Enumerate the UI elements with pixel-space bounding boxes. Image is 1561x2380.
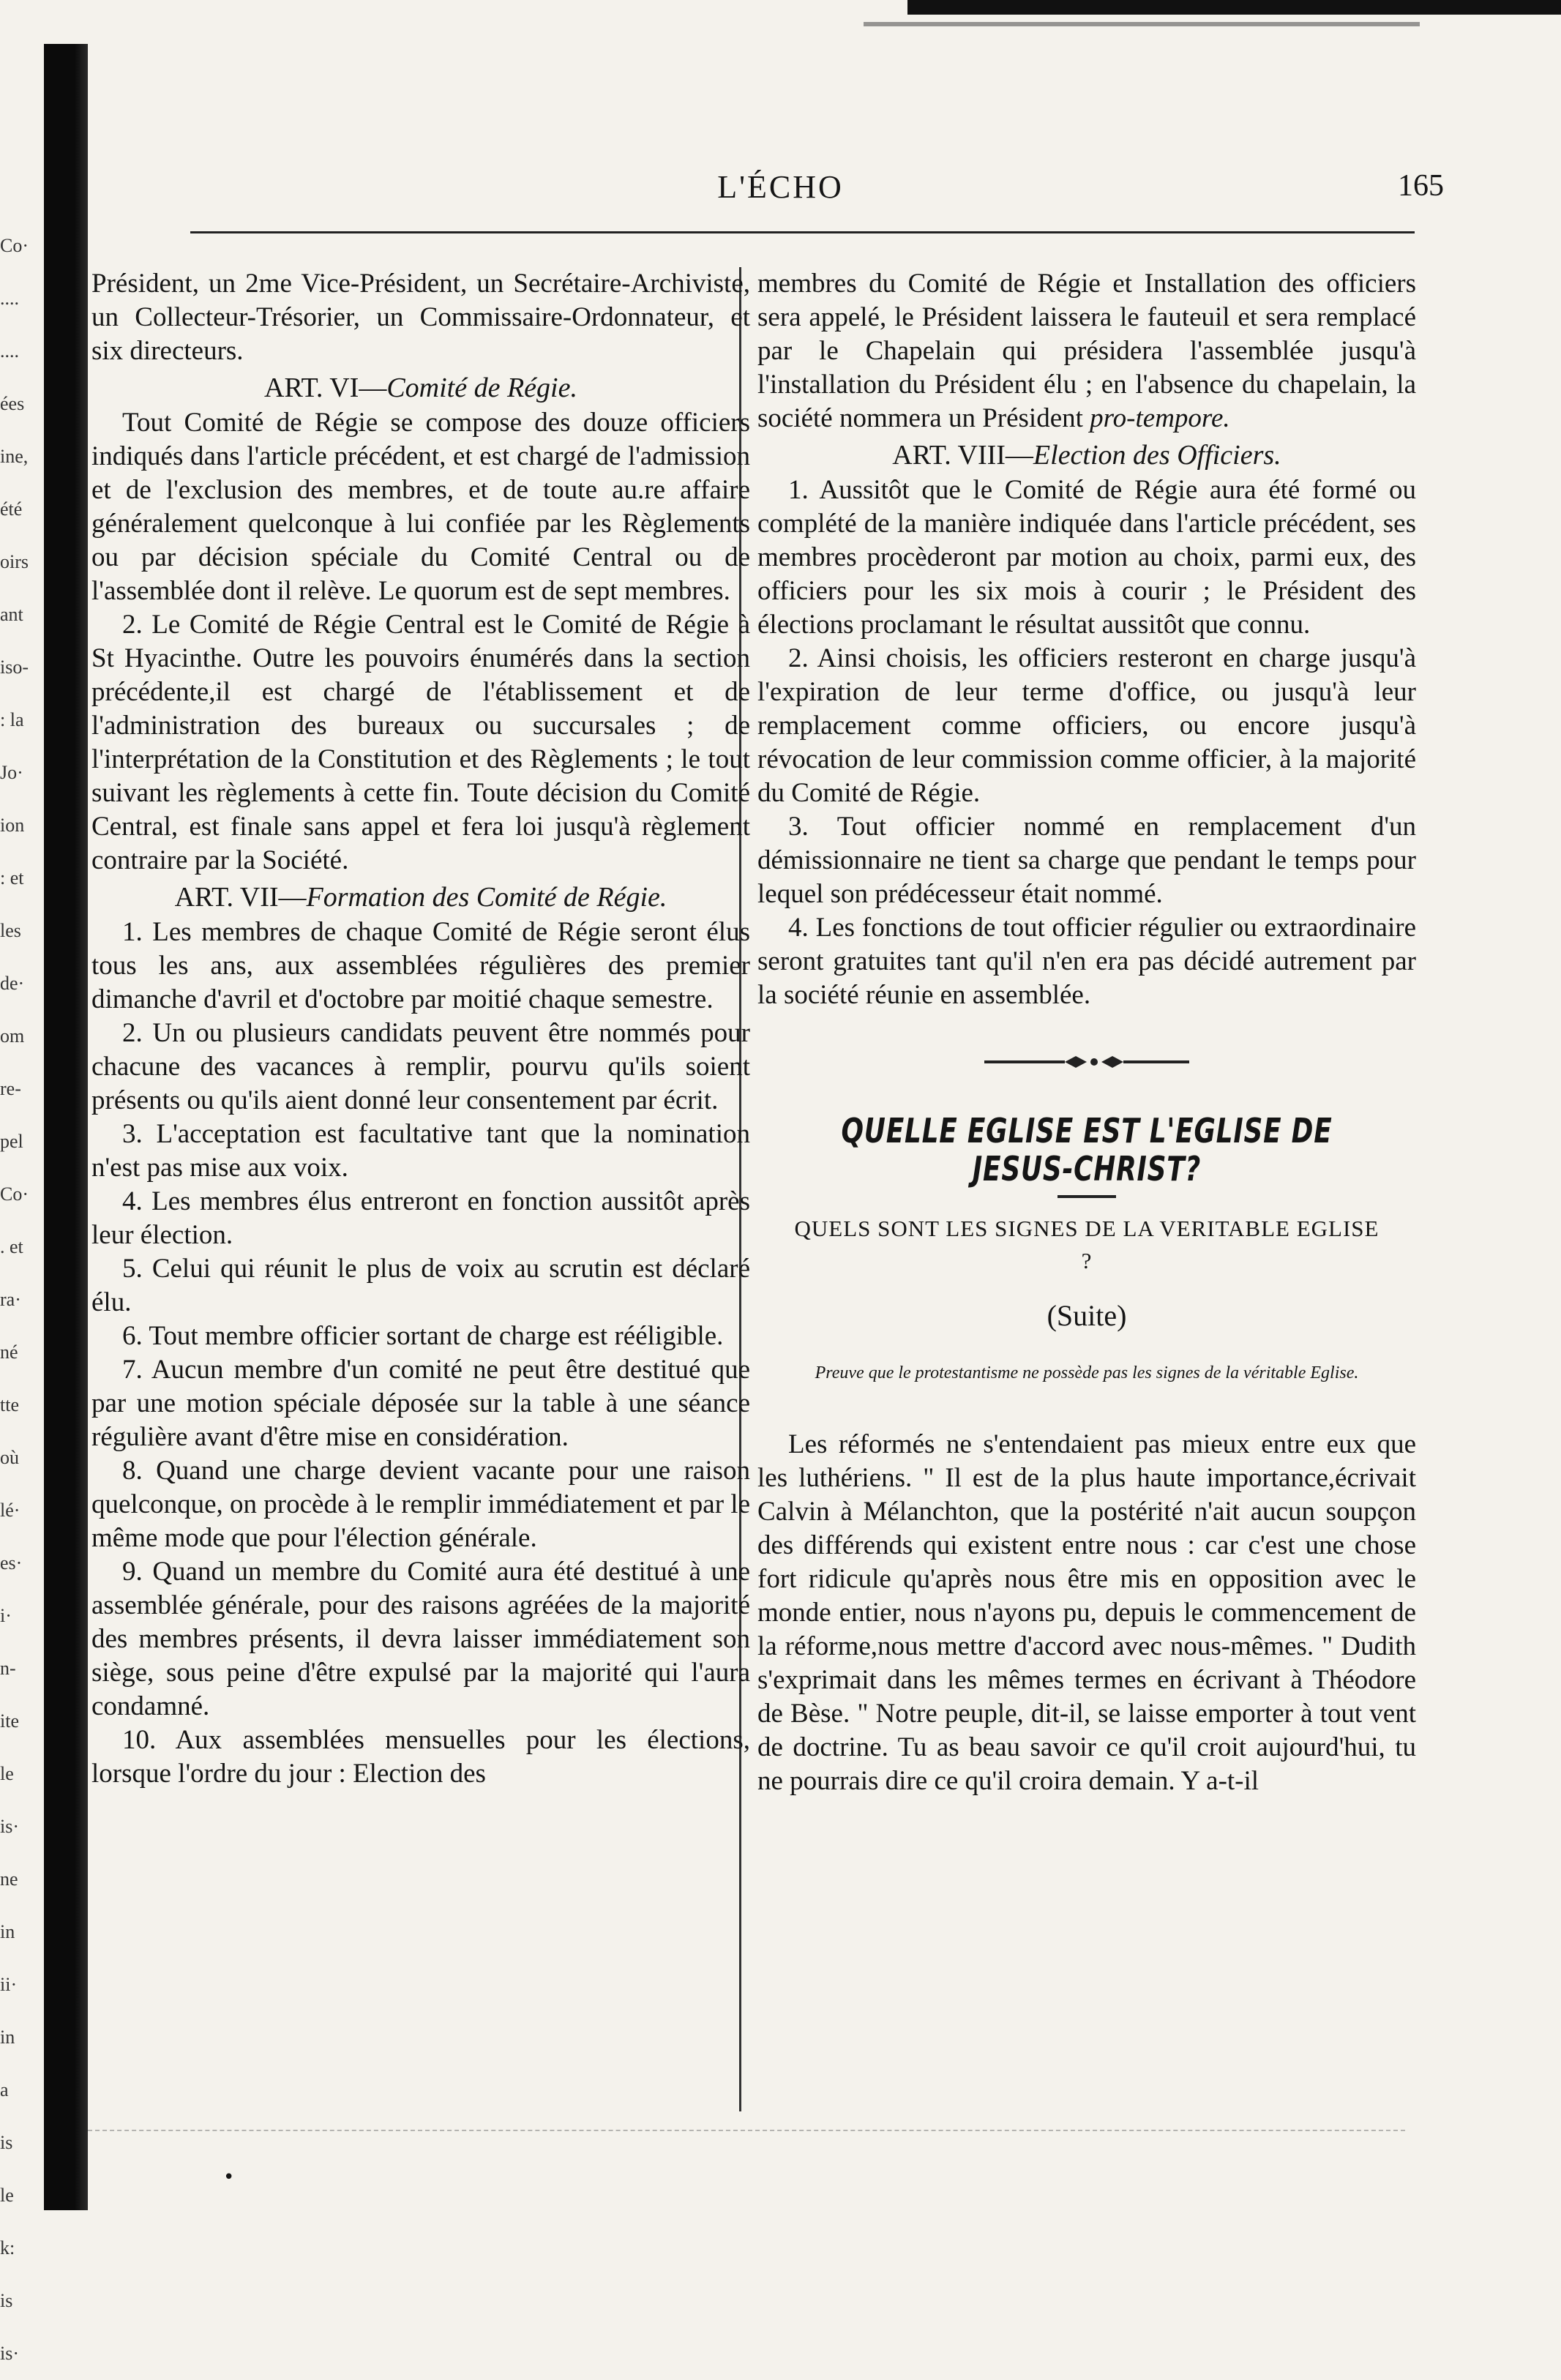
bottom-dot: •: [223, 2166, 235, 2188]
numbered-item: 2. Ainsi choisis, les officiers resteront en charge jusqu'à l'expiration de leur terme d'office, ou jusqu'à leur remplacement comme officiers, ou encore jusqu'à révocation de leur commission comme officier, à la majorité du Comité de Régie.: [757, 643, 1416, 808]
margin-fragment: om: [0, 1025, 25, 1047]
numbered-item: 4. Les fonctions de tout officier régulier ou extraordinaire seront gratuites tant qu'il n'en era pas décidé autrement par la société réunie en assemblée.: [757, 913, 1416, 1010]
margin-fragment: né: [0, 1341, 18, 1363]
numbered-item: 8. Quand une charge devient vacante pour une raison quelconque, on procède à le remplir immédiatement et par le même mode que pour l'élection générale.: [91, 1456, 750, 1553]
numbered-item: 5. Celui qui réunit le plus de voix au scrutin est déclaré élu.: [91, 1254, 750, 1317]
numbered-item: 1. Aussitôt que le Comité de Régie aura été formé ou complété de la manière indiquée dans l'article précédent, ses membres procèderont par motion au choix, parmi eux, des officiers pour les six mois à courir ; le Président des élections proclamant le résultat aussitôt que connu.: [757, 475, 1416, 640]
margin-fragment: is: [0, 2132, 13, 2153]
scan-binding-shadow: [44, 44, 88, 2210]
margin-fragment: . et: [0, 1236, 23, 1257]
margin-fragment: is·: [0, 2343, 19, 2364]
paragraph: Les réformés ne s'entendaient pas mieux entre eux que les luthériens. " Il est de la plus haute importance,écrivait Calvin à Mélanchton, que la postérité n'ait aucun soupçon des différends qui existent entre nous : car c'est une chose fort ridicule qu'après nous être mis en opposition avec le monde entier, nous n'ayons pu, depuis le commencement de la réforme,nous mettre d'accord avec nous-mêmes. " Dudith s'exprimait dans les mêmes termes en écrivant à Théodore de Bèse. " Notre peuple, dit-il, se laisse emporter à tout vent de doctrine. Tu as beau savoir ce qu'il croit aujourd'hui, tu ne pourrais dire ce qu'il croira demain. Y a-t-il: [757, 1429, 1416, 1796]
margin-fragment: iso-: [0, 656, 29, 678]
paragraph: Président, un 2me Vice-Président, un Secrétaire-Archiviste, un Collecteur-Trésorier, un Commissaire-Ordonnateur, et six directeurs.: [91, 269, 750, 366]
right-column: [757, 267, 1416, 1798]
margin-fragment: Co·: [0, 1183, 29, 1205]
header-rule: [190, 231, 1415, 233]
margin-fragment: ne: [0, 1868, 18, 1890]
section-title: QUELLE EGLISE EST L'EGLISE DE JESUS-CHRIST?: [841, 1111, 1333, 1189]
section-note: Preuve que le protestantisme ne possède pas les signes de la véritable Eglise.: [815, 1363, 1359, 1382]
paragraph: 2. Le Comité de Régie Central est le Comité de Régie à St Hyacinthe. Outre les pouvoirs énumérés dans la section précédente,il est chargé de l'établissement et de l'administration des bureaux ou succursales ; de l'interprétation de la Constitution et des Règlements ; le tout suivant les règlements à cette fin. Toute décision du Comité Central, est finale sans appel et fera loi jusqu'à règlement contraire par la Société.: [91, 610, 750, 875]
article-heading: ART. VII—Formation des Comité de Régie.: [174, 882, 667, 913]
paragraph: membres du Comité de Régie et Installation des officiers sera appelé, le Président laissera le fauteuil et sera remplacé par le Chapelain qui présidera l'assemblée jusqu'à l'installation du Président élu ; en l'absence du chapelain, la société nommera un Président pro-tempore.: [757, 269, 1416, 433]
article-heading: ART. VI—Comité de Régie.: [264, 373, 577, 403]
margin-fragment: a: [0, 2079, 9, 2100]
margin-fragment: in: [0, 2027, 15, 2048]
margin-fragment: es·: [0, 1552, 23, 1573]
left-column: [91, 267, 750, 1791]
margin-fragment: k:: [0, 2237, 15, 2259]
numbered-item: 3. L'acceptation est facultative tant que la nomination n'est pas mise aux voix.: [91, 1119, 750, 1183]
title-rule: [1057, 1195, 1116, 1198]
margin-fragment: oirs: [0, 551, 29, 572]
margin-fragment: ....: [0, 340, 19, 362]
margin-fragment: n-: [0, 1658, 16, 1679]
margin-fragment: ant: [0, 604, 23, 625]
margin-fragment: in: [0, 1921, 15, 1942]
margin-fragment: i·: [0, 1605, 12, 1626]
numbered-item: 7. Aucun membre d'un comité ne peut être destitué que par une motion spéciale déposée sur la table à une séance régulière avant d'être mise en considération.: [91, 1355, 750, 1452]
margin-fragment: ii·: [0, 1974, 18, 1995]
previous-page-fragments: [0, 220, 44, 2364]
numbered-item: 2. Un ou plusieurs candidats peuvent être nommés pour chacune des vacances à remplir, pourvu qu'ils soient présents ou qu'ils aient donné leur consentement par écrit.: [91, 1018, 750, 1115]
margin-fragment: lé·: [0, 1500, 20, 1521]
numbered-item: 4. Les membres élus entreront en fonction aussitôt après leur élection.: [91, 1186, 750, 1250]
margin-fragment: ite: [0, 1710, 19, 1732]
numbered-item: 1. Les membres de chaque Comité de Régie seront élus tous les ans, aux assemblées régulières des premier dimanche d'avril et d'octobre par moitié chaque semestre.: [91, 917, 750, 1014]
scan-top-shadow: [864, 22, 1420, 26]
scan-top-edge: [907, 0, 1561, 15]
margin-fragment: re-: [0, 1078, 21, 1099]
margin-fragment: où: [0, 1447, 19, 1468]
margin-fragment: été: [0, 498, 23, 520]
margin-fragment: pel: [0, 1131, 23, 1152]
numbered-item: 3. Tout officier nommé en remplacement d'un démissionnaire ne tient sa charge que pendant le temps pour lequel son prédécesseur était nommé.: [757, 812, 1416, 909]
ornament-divider: [977, 1053, 1197, 1071]
suite-label: (Suite): [1047, 1299, 1127, 1332]
margin-fragment: ine,: [0, 446, 29, 467]
margin-fragment: tte: [0, 1394, 19, 1415]
page-number: 165: [1398, 169, 1444, 203]
numbered-item: 6. Tout membre officier sortant de charge est rééligible.: [122, 1321, 724, 1351]
numbered-item: 9. Quand un membre du Comité aura été destitué à une assemblée générale, pour des raisons agréées de la majorité des membres présents, il devra laisser immédiatement son siège, sous peine d'être expulsé par la majorité qui l'aura condamné.: [91, 1557, 750, 1721]
margin-fragment: le: [0, 2185, 14, 2206]
article-heading: ART. VIII—Election des Officiers.: [892, 440, 1281, 471]
margin-fragment: : la: [0, 709, 24, 730]
margin-fragment: ....: [0, 288, 19, 309]
margin-fragment: ées: [0, 393, 25, 414]
bottom-scan-marks: [88, 2122, 1405, 2131]
margin-fragment: is·: [0, 1816, 19, 1837]
numbered-item: 10. Aux assemblées mensuelles pour les élections, lorsque l'ordre du jour : Election des: [91, 1725, 750, 1789]
paragraph: Tout Comité de Régie se compose des douze officiers indiqués dans l'article précédent, et est chargé de l'admission et de l'exclusion des membres, et de toute au.re affaire généralement quelconque à lui confiée par les Règlements ou par décision spéciale du Comité Central ou de l'assemblée dont il relève. Le quorum est de sept membres.: [91, 408, 750, 606]
section-subtitle: QUELS SONT LES SIGNES DE LA VERITABLE EGLISE ?: [794, 1216, 1380, 1273]
margin-fragment: de·: [0, 973, 25, 994]
margin-fragment: is: [0, 2290, 13, 2311]
margin-fragment: Jo·: [0, 762, 23, 783]
margin-fragment: ra·: [0, 1289, 21, 1310]
page-header: [88, 168, 1473, 220]
margin-fragment: : et: [0, 867, 24, 888]
running-title: L'ÉCHO: [717, 169, 844, 205]
margin-fragment: le: [0, 1763, 14, 1784]
margin-fragment: Co·: [0, 235, 29, 256]
margin-fragment: ion: [0, 815, 25, 836]
margin-fragment: les: [0, 920, 21, 941]
